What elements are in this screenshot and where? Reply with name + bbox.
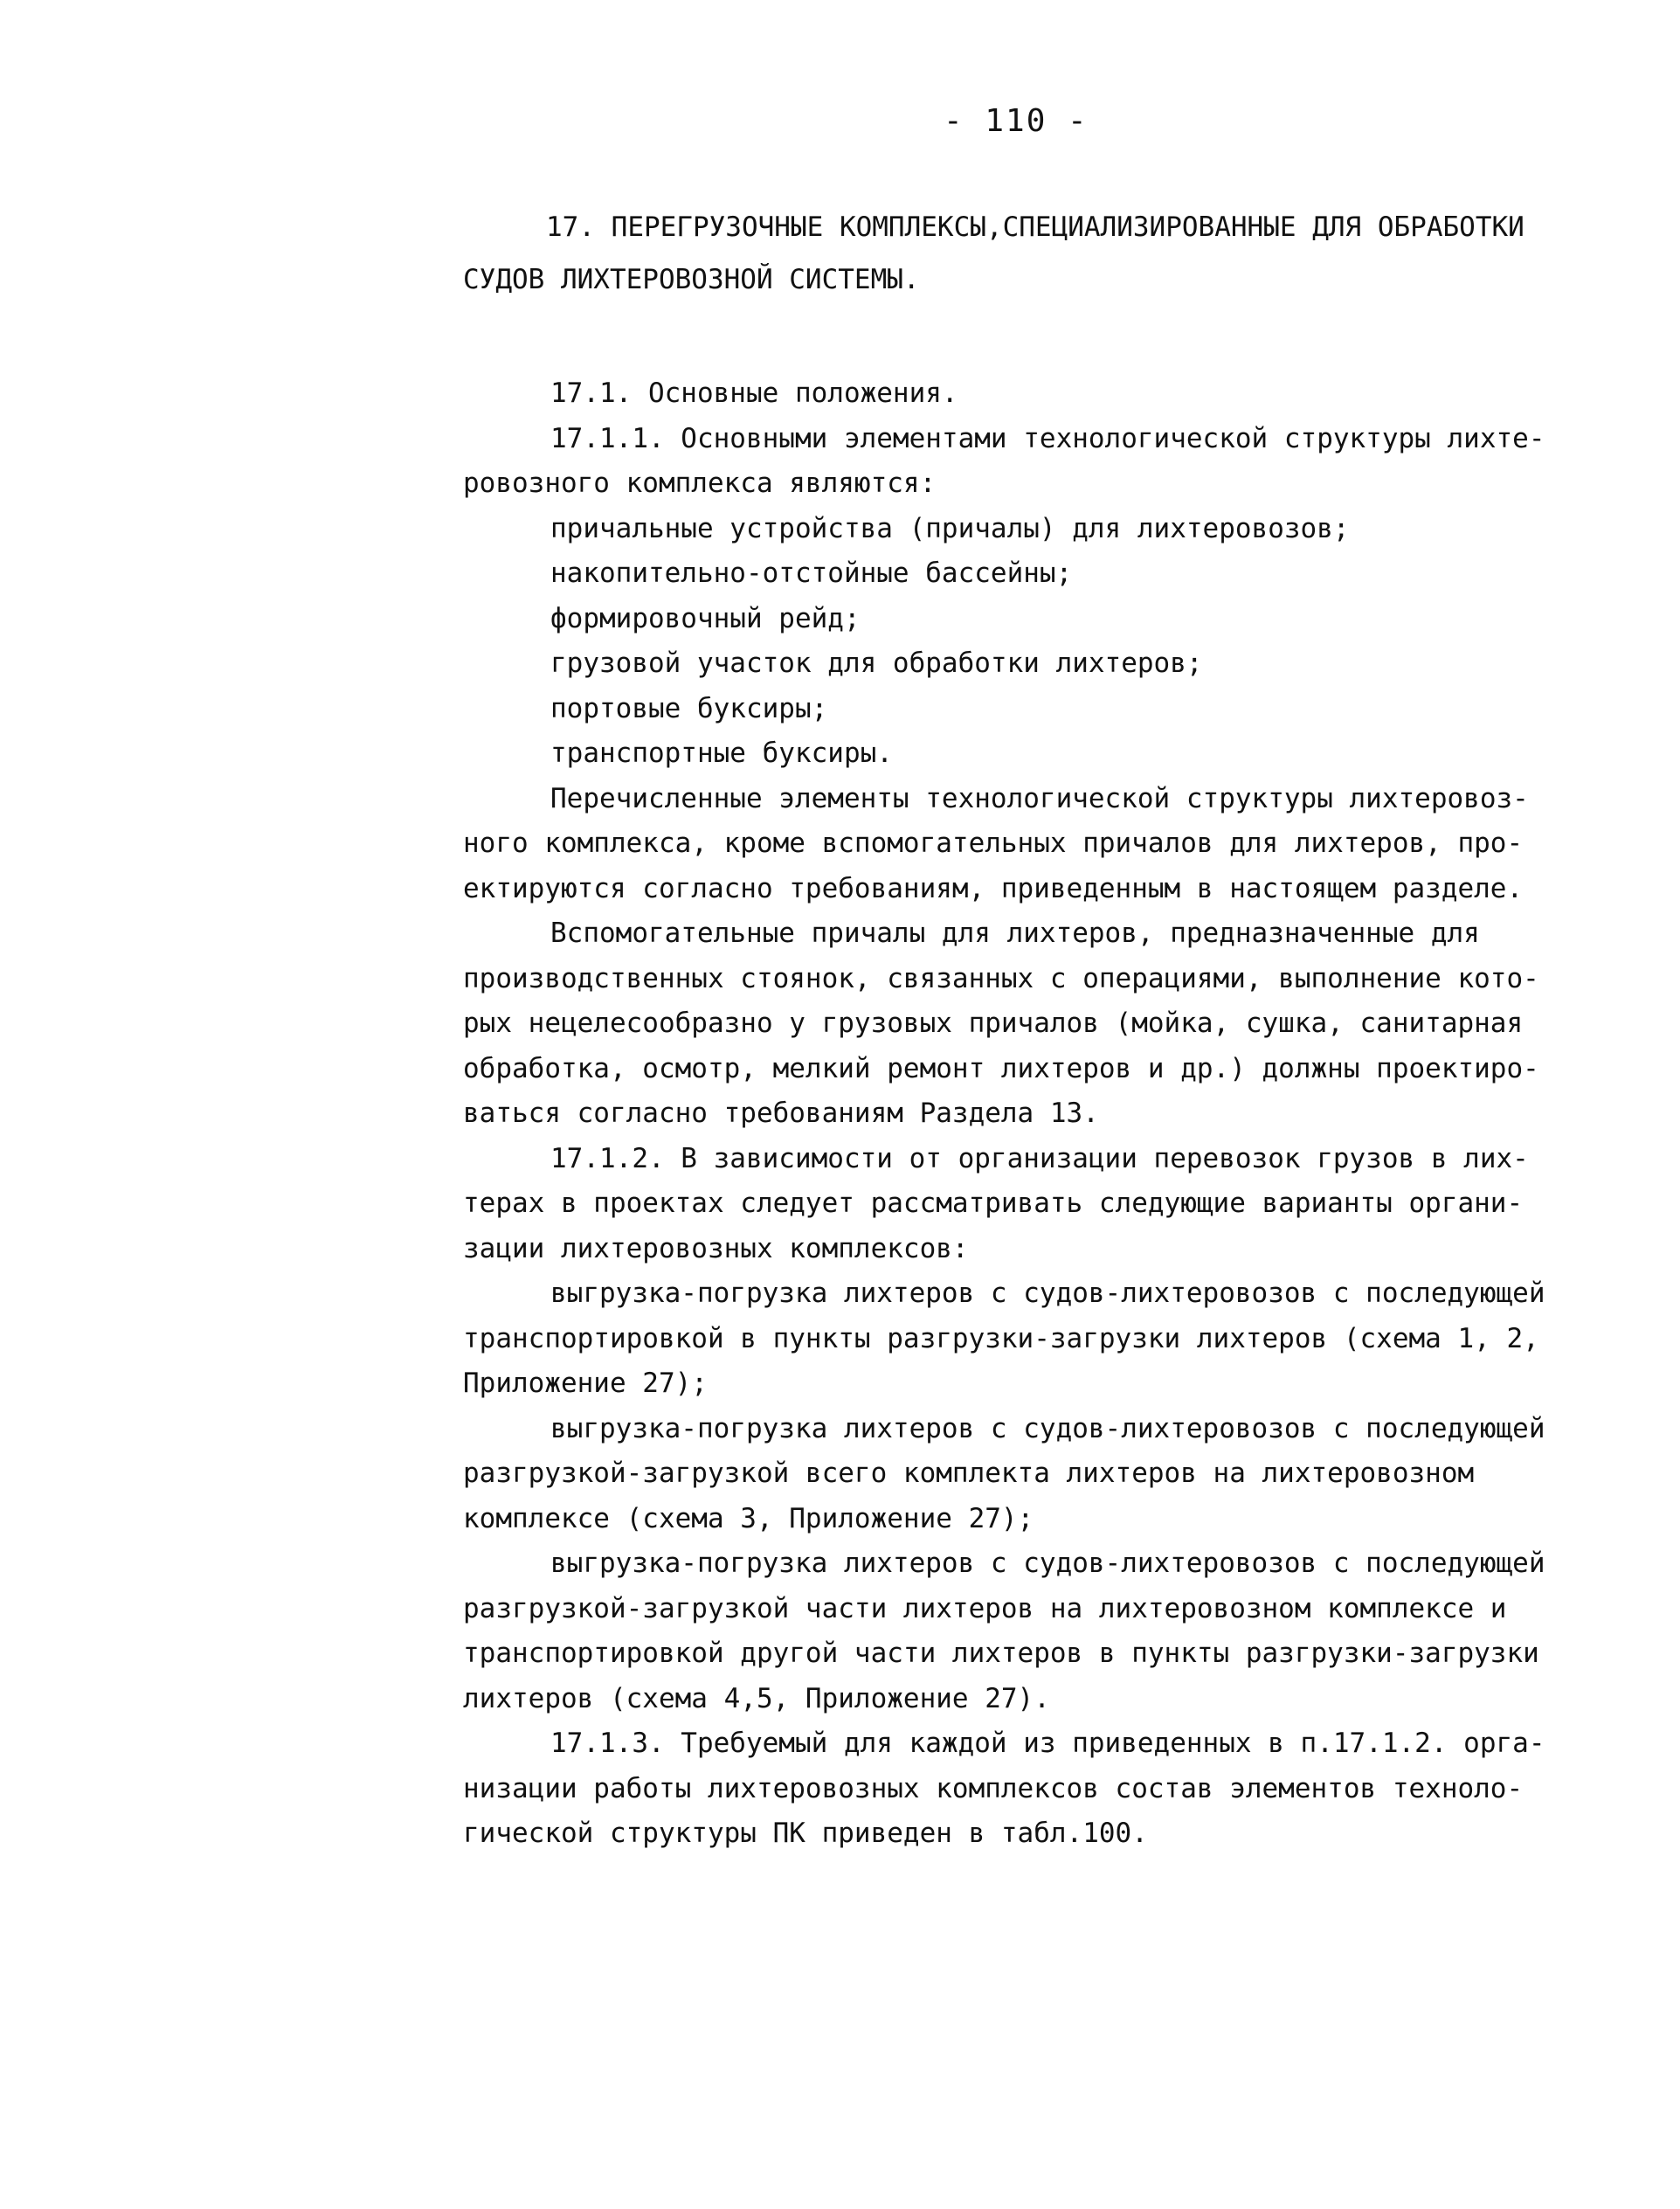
section-heading-line-1: 17. ПЕРЕГРУЗОЧНЫЕ КОМПЛЕКСЫ,СПЕЦИАЛИЗИРОВАННЫЕ ДЛЯ ОБРАБОТКИ [546,211,1524,243]
list-item: выгрузка-погрузка лихтеров с судов-лихтеровозов с последующей [550,1412,1545,1444]
list-item-continuation: транспортировкой в пункты разгрузки-загрузки лихтеров (схема 1, 2, [463,1322,1539,1354]
list-item: выгрузка-погрузка лихтеров с судов-лихтеровозов с последующей [550,1548,1545,1579]
paragraph-line: терах в проектах следует рассматривать следующие варианты органи- [463,1188,1524,1219]
list-item: транспортные буксиры. [550,737,893,769]
list-item-continuation: разгрузкой-загрузкой части лихтеров на лихтеровозном комплексе и [463,1592,1507,1624]
list-item-continuation: лихтеров (схема 4,5, Приложение 27). [463,1682,1050,1714]
list-item-continuation: комплексе (схема 3, Приложение 27); [463,1502,1034,1534]
paragraph-line: гической структуры ПК приведен в табл.100. [463,1818,1148,1849]
section-heading-line-2: СУДОВ ЛИХТЕРОВОЗНОЙ СИСТЕМЫ. [463,264,920,295]
section-heading [463,201,1616,306]
subsection-title: 17.1. Основные положения. [550,377,958,409]
list-item: причальные устройства (причалы) для лихтеровозов; [550,512,1350,544]
list-item: грузовой участок для обработки лихтеров; [550,647,1203,679]
list-item: накопительно-отстойные бассейны; [550,557,1073,589]
list-item: выгрузка-погрузка лихтеров с судов-лихтеровозов с последующей [550,1278,1545,1309]
paragraph-line: ектируются согласно требованиям, приведенным в настоящем разделе. [463,872,1524,904]
list-item: портовые буксиры; [550,692,828,724]
paragraph-line: ваться согласно требованиям Раздела 13. [463,1098,1099,1129]
body-text [463,371,1599,1857]
list-item: формировочный рейд; [550,602,861,634]
list-item-continuation: разгрузкой-загрузкой всего комплекта лихтеров на лихтеровозном [463,1458,1475,1489]
paragraph-line: 17.1.2. В зависимости от организации перевозок грузов в лих- [550,1142,1529,1174]
paragraph-line: рых нецелесообразно у грузовых причалов (мойка, сушка, санитарная [463,1008,1524,1039]
paragraph-line: производственных стоянок, связанных с операциями, выполнение кото- [463,962,1539,994]
list-item-continuation: транспортировкой другой части лихтеров в пункты разгрузки-загрузки [463,1638,1539,1669]
paragraph-line: зации лихтеровозных комплексов: [463,1232,969,1264]
paragraph-line: низации работы лихтеровозных комплексов состав элементов техноло- [463,1772,1524,1804]
page-number: - 110 - [944,103,1089,139]
paragraph-line: ного комплекса, кроме вспомогательных причалов для лихтеров, про- [463,828,1524,859]
paragraph-line: обработка, осмотр, мелкий ремонт лихтеров и др.) должны проектиро- [463,1052,1539,1084]
paragraph-line: 17.1.1. Основными элементами технологической структуры лихте- [550,422,1545,454]
paragraph-line: ровозного комплекса являются: [463,467,937,499]
list-item-continuation: Приложение 27); [463,1368,708,1399]
paragraph-line: Перечисленные элементы технологической структуры лихтеровоз- [550,782,1529,814]
paragraph-line: Вспомогательные причалы для лихтеров, предназначенные для [550,918,1480,949]
paragraph-line: 17.1.3. Требуемый для каждой из приведенных в п.17.1.2. орга- [550,1728,1545,1759]
